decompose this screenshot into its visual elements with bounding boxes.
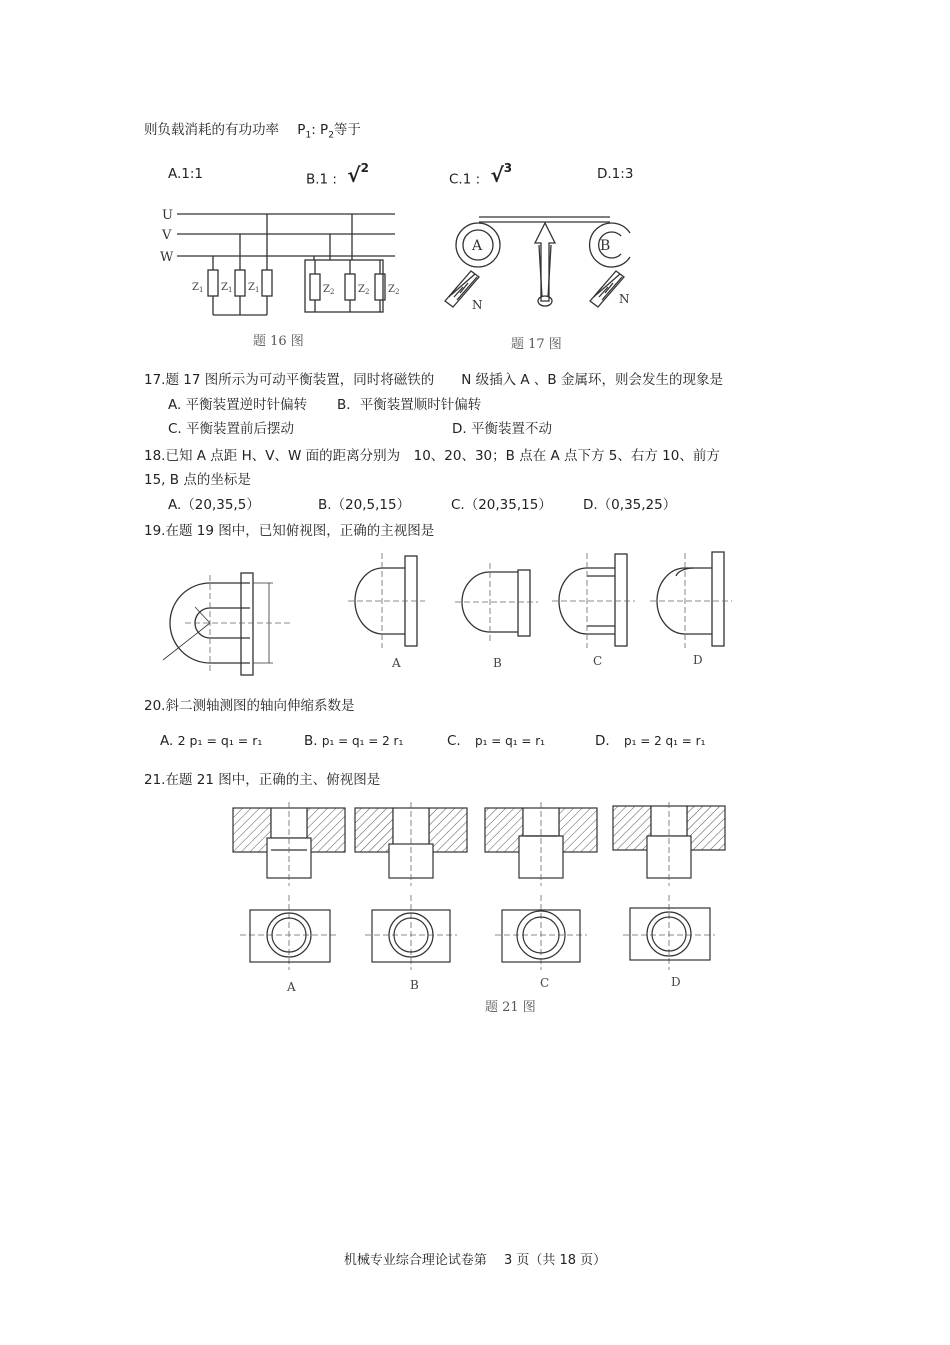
q20-option-d: D. p₁ = 2 q₁ = r₁	[595, 733, 706, 749]
q20-stem: 20.斜二测轴测图的轴向伸缩系数是	[144, 698, 355, 714]
q20-option-b: B. p₁ = q₁ = 2 r₁	[304, 733, 404, 749]
phase-w-label: W	[160, 250, 174, 265]
ratio-sep: :	[311, 122, 321, 138]
q16-stem	[144, 121, 361, 145]
ring-b-label: B	[600, 238, 611, 254]
figure-19-top-view	[155, 565, 295, 680]
q21-stem: 21.在题 21 图中，正确的主、俯视图是	[144, 772, 381, 788]
ring-a-label: A	[472, 238, 483, 254]
q20-option-c: C. p₁ = q₁ = r₁	[447, 733, 545, 749]
q19-stem: 19.在题 19 图中，已知俯视图，正确的主视图是	[144, 523, 435, 539]
q19-label-a: A	[392, 656, 401, 670]
phase-v-label: V	[162, 228, 172, 243]
q17-option-a: A. 平衡装置逆时针偏转	[168, 397, 308, 413]
figure-21	[225, 800, 735, 1020]
page-footer: 机械专业综合理论试卷第 3 页（共 18 页）	[343, 1253, 607, 1268]
q18-stem-line1: 18.已知 A 点距 H、V、W 面的距离分别为 10、20、30；B 点在 A 点下方 5、右方 10、前方	[144, 448, 720, 464]
q19-label-d: D	[693, 653, 703, 667]
q16-option-d: D.1:3	[597, 166, 634, 182]
q21-label-d: D	[671, 975, 681, 989]
q16-stem-tail: 等于	[333, 122, 361, 138]
z2-label-2: $Z_2$	[358, 284, 370, 296]
z1-label-3: $Z_1$	[248, 282, 260, 294]
magnet-n-left: N	[472, 298, 483, 312]
q18-option-c: C.（20,35,15）	[451, 497, 552, 513]
q19-label-b: B	[493, 656, 502, 670]
q21-label-c: C	[540, 976, 550, 990]
magnet-n-right: N	[619, 292, 630, 306]
figure-16-caption: 题 16 图	[253, 334, 304, 349]
z1-label-1: $Z_1$	[192, 282, 204, 294]
phase-u-label: U	[162, 208, 173, 223]
q18-option-a: A.（20,35,5）	[168, 497, 260, 513]
figure-21-caption: 题 21 图	[485, 1000, 536, 1015]
q20-option-a: A. 2 p₁ = q₁ = r₁	[160, 733, 263, 749]
p1-symbol: $P_1$	[297, 122, 312, 141]
figure-17-caption: 题 17 图	[511, 337, 562, 352]
q17-option-b: B．平衡装置顺时针偏转	[337, 397, 482, 413]
figure-16-circuit	[155, 200, 425, 360]
z1-label-2: $Z_1$	[221, 282, 233, 294]
q18-stem-line2: 15, B 点的坐标是	[144, 472, 251, 488]
figure-19-options	[340, 548, 760, 673]
q16-option-b: B.1 : √$^2$	[306, 161, 369, 188]
q19-label-c: C	[593, 654, 603, 668]
q21-label-b: B	[410, 978, 419, 992]
q17-stem: 17.题 17 图所示为可动平衡装置，同时将磁铁的 N 级插入 A 、B 金属环，则会发生的现象是	[144, 372, 723, 388]
q16-option-a: A.1:1	[168, 166, 204, 182]
q18-option-d: D.（0,35,25）	[583, 497, 677, 513]
q21-label-a: A	[287, 980, 296, 994]
z2-label-1: $Z_2$	[323, 284, 335, 296]
q16-option-c: C.1 : √$^3$	[449, 161, 513, 188]
q16-stem-text: 则负载消耗的有功功率	[144, 122, 279, 138]
p2-symbol: $P_2$	[320, 122, 334, 141]
q17-option-c: C. 平衡装置前后摆动	[168, 421, 295, 437]
q18-option-b: B.（20,5,15）	[318, 497, 411, 513]
z2-label-3: $Z_2$	[388, 284, 400, 296]
figure-17-balance	[435, 205, 645, 360]
q17-option-d: D. 平衡装置不动	[452, 421, 552, 437]
